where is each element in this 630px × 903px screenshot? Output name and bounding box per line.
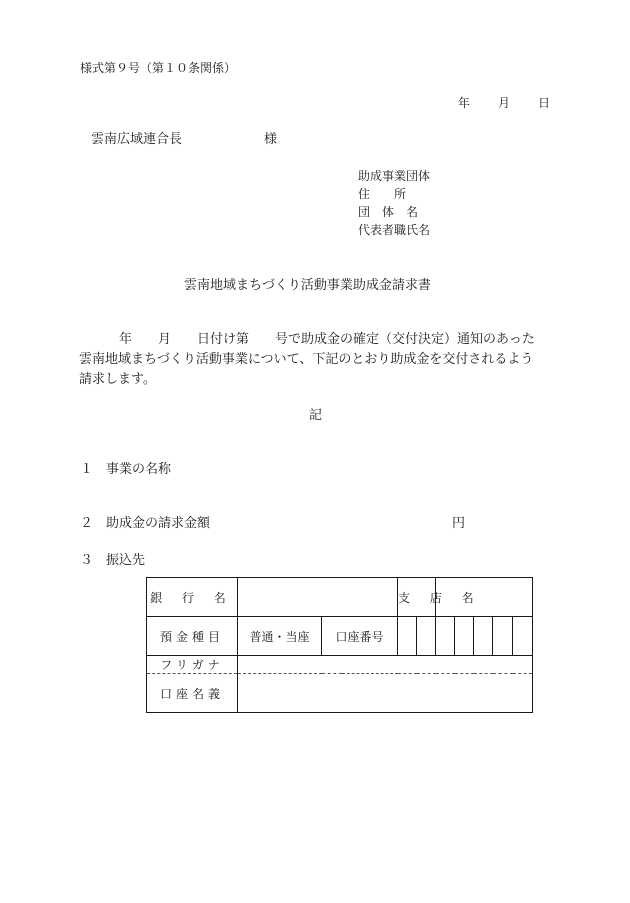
bank-row [147, 578, 533, 617]
account-holder-field[interactable] [238, 674, 533, 713]
furigana-field[interactable] [238, 656, 533, 674]
date-year-label: 年 [458, 96, 471, 110]
account-number-digit-4[interactable] [455, 617, 474, 656]
ki-heading: 記 [309, 408, 323, 423]
item-2-label: 助成金の請求金額 [106, 516, 211, 531]
bank-name-label: 銀 行 名 [147, 578, 238, 617]
account-number-digit-3[interactable] [436, 617, 455, 656]
account-type-value: 普通・当座 [238, 617, 322, 656]
account-number-digit-7[interactable] [513, 617, 533, 656]
document-title: 雲南地域まちづくり活動事業助成金請求書 [184, 278, 431, 293]
item-3-label: 振込先 [106, 553, 146, 568]
bank-name-field[interactable] [238, 578, 398, 617]
account-holder-row [147, 674, 533, 713]
request-statement [79, 330, 554, 390]
furigana-label: フリガナ [147, 656, 238, 674]
branch-name-label: 支 店 名 [398, 578, 436, 617]
request-line-3: 請求します。 [79, 372, 156, 387]
applicant-group-label: 助成事業団体 [358, 169, 431, 183]
account-number-digit-1[interactable] [398, 617, 417, 656]
account-number-digit-5[interactable] [474, 617, 493, 656]
request-line-2: 雲南地域まちづくり活動事業について、下記のとおり助成金を交付されるよう [79, 352, 534, 367]
item-3-number: ３ [80, 553, 94, 568]
account-number-label: 口座番号 [322, 617, 398, 656]
account-number-digit-6[interactable] [493, 617, 513, 656]
request-line-1: 年 月 日付け第 号で助成金の確定（交付決定）通知のあった [119, 332, 535, 347]
account-holder-label: 口座名義 [147, 674, 238, 713]
item-1-label: 事業の名称 [106, 462, 172, 477]
date-month-label: 月 [498, 96, 511, 110]
furigana-row [147, 656, 533, 674]
applicant-address-label: 住 所 [358, 187, 407, 201]
applicant-org-name-label: 団 体 名 [358, 205, 419, 219]
item-1-number: １ [80, 462, 94, 477]
bank-transfer-table [146, 577, 533, 713]
addressee-name: 雲南広域連合長 [91, 132, 183, 147]
account-type-label: 預金種目 [147, 617, 238, 656]
date-day-label: 日 [538, 96, 551, 110]
account-row [147, 617, 533, 656]
form-number: 様式第９号（第１０条関係） [80, 61, 237, 75]
item-2-number: ２ [80, 516, 94, 531]
account-number-digit-2[interactable] [417, 617, 436, 656]
addressee-honorific: 様 [264, 132, 278, 147]
item-2-unit: 円 [452, 516, 466, 531]
applicant-representative-label: 代表者職氏名 [358, 223, 431, 237]
